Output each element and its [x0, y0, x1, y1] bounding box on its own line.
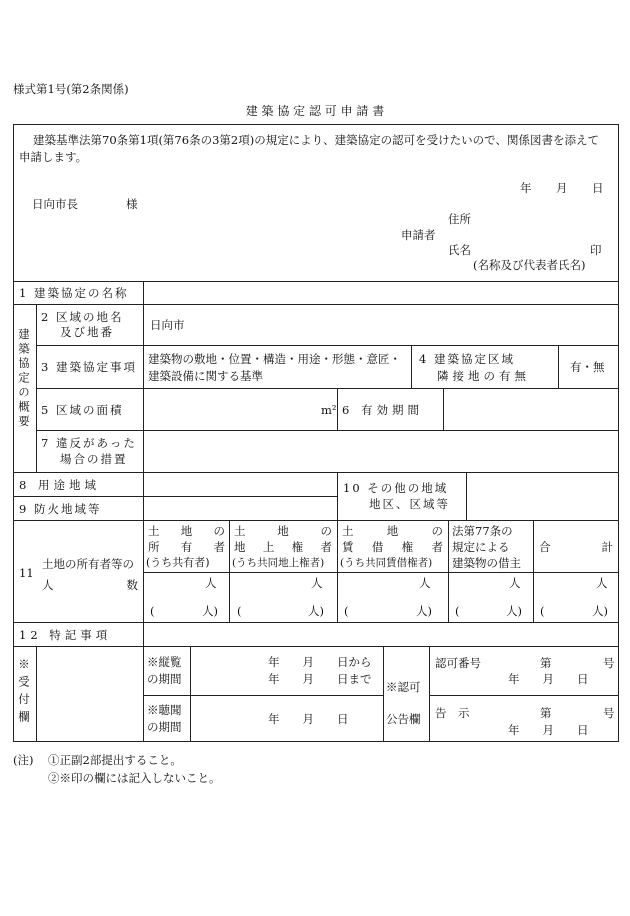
- hearing-date: 年 月 日: [268, 712, 349, 726]
- intro-text-line1: 建築基準法第70条第1項(第76条の3第2項)の規定により、建築協定の認可を受けたいので、関係図書を添えて: [33, 133, 599, 147]
- adjacent-land-label-1: 4 建築協定区域: [419, 352, 515, 366]
- applicant-label: 申請者: [401, 228, 436, 242]
- owner-col-3-paren-close: 人): [416, 604, 432, 618]
- owner-col-5-paren-open: (: [540, 604, 545, 618]
- page-title: 建 築 協 定 認 可 申 請 書: [245, 104, 385, 118]
- owner-col-1-line2: 所有者: [148, 540, 225, 554]
- owner-col-3-line2: 賃借権者: [342, 540, 443, 554]
- violation-measures-label-1: 7 違反があった: [41, 436, 137, 450]
- viewing-until: 年 月 日まで: [268, 672, 372, 686]
- notes-label: (注): [13, 753, 34, 767]
- notice-label: 告 示: [435, 706, 470, 720]
- address-label: 住所: [448, 212, 471, 226]
- viewing-period-label-1: ※縦覧: [147, 655, 182, 669]
- overview-label: 建築協定の概要: [17, 328, 31, 430]
- reception-label: ※受付欄: [17, 658, 31, 728]
- fire-zone-label: 9 防火地域等: [19, 502, 102, 516]
- owner-col-4-paren-open: (: [455, 604, 460, 618]
- hearing-period-label-2: の期間: [147, 720, 182, 734]
- notice-go: 号: [603, 706, 615, 720]
- agreement-items-label: 3 建築協定事項: [41, 360, 137, 374]
- approval-go: 号: [603, 656, 615, 670]
- area-location-value: 日向市: [150, 318, 185, 332]
- owner-col-4-line1: 法第77条の: [452, 524, 513, 538]
- owner-col-4-line3: 建築物の借主: [452, 556, 521, 570]
- agreement-name-label: 1 建築協定の名称: [19, 286, 129, 300]
- mayor-sama: 様: [126, 197, 138, 211]
- agreement-items-value-2: 建築設備に関する基準: [148, 369, 263, 383]
- date-year: 年: [520, 181, 532, 195]
- owner-col-1-person: 人: [205, 576, 217, 590]
- name-note: (名称及び代表者氏名): [473, 258, 586, 272]
- owner-col-2-line1: 土地の: [234, 524, 332, 538]
- owner-col-4-line2: 規定による: [452, 540, 510, 554]
- notice-dai: 第: [540, 706, 552, 720]
- name-label: 氏名: [448, 243, 471, 257]
- use-zone-label: 8 用途地域: [19, 478, 100, 492]
- owner-col-5-person: 人: [596, 576, 608, 590]
- owner-col-4-paren-close: 人): [506, 604, 522, 618]
- owner-col-total: 合 計: [539, 540, 613, 554]
- approval-label-1: ※認可: [386, 680, 421, 694]
- date-day: 日: [592, 181, 604, 195]
- adjacent-land-label-2: 隣接地の有無: [437, 369, 530, 383]
- owner-col-3-line3: (うち共同賃借権者): [340, 557, 433, 569]
- viewing-from: 年 月 日から: [268, 655, 372, 669]
- viewing-period-label-2: の期間: [147, 672, 182, 686]
- owners-row-number: 11: [19, 566, 34, 580]
- owner-col-1-paren-close: 人): [202, 604, 218, 618]
- other-zone-label-1: 10 その他の地域: [343, 481, 449, 495]
- owner-col-1-paren-open: (: [150, 604, 155, 618]
- owner-col-2-line2: 地上権者: [234, 540, 332, 554]
- special-notes-label: 12 特記事項: [19, 628, 112, 642]
- owners-label-1: 土地の所有者等の: [42, 557, 134, 571]
- intro-text-line2: 申請します。: [19, 150, 88, 164]
- date-month: 月: [556, 181, 568, 195]
- form-number: 様式第1号(第2条関係): [13, 82, 129, 96]
- note-2: ②※印の欄には記入しないこと。: [48, 771, 221, 785]
- area-size-unit: m²: [321, 403, 337, 417]
- owner-col-3-line1: 土地の: [342, 524, 443, 538]
- approval-number-label: 認可番号: [435, 656, 481, 670]
- note-1: ①正副2部提出すること。: [48, 753, 182, 767]
- other-zone-label-2: 地区、区域等: [369, 497, 450, 511]
- violation-measures-label-2: 場合の措置: [60, 452, 128, 466]
- owner-col-1-line1: 土地の: [148, 524, 225, 538]
- owner-col-1-line3: (うち共有者): [146, 556, 210, 569]
- notice-date: 年 月 日: [508, 723, 589, 737]
- owner-col-5-paren-close: 人): [592, 604, 608, 618]
- owner-col-3-paren-open: (: [344, 604, 349, 618]
- area-location-label-1: 2 区域の地名: [41, 310, 124, 324]
- mayor-label: 日向市長: [32, 197, 78, 211]
- owner-col-2-paren-close: 人): [308, 604, 324, 618]
- area-size-label: 5 区域の面積: [41, 403, 124, 417]
- owner-col-3-person: 人: [419, 576, 431, 590]
- validity-period-label: 6 有効期間: [342, 403, 423, 417]
- approval-label-2: 公告欄: [386, 712, 421, 726]
- approval-dai: 第: [540, 656, 552, 670]
- approval-date: 年 月 日: [508, 672, 589, 686]
- owner-col-2-person: 人: [311, 576, 323, 590]
- owner-col-2-line3: (うち共同地上権者): [232, 557, 325, 569]
- agreement-items-value-1: 建築物の敷地・位置・構造・用途・形態・意匠・: [148, 352, 401, 366]
- owners-label-2: 人数: [42, 578, 138, 592]
- owner-col-4-person: 人: [509, 576, 521, 590]
- seal-mark: 印: [590, 243, 602, 257]
- area-location-label-2: 及び地番: [60, 325, 114, 339]
- owner-col-2-paren-open: (: [237, 604, 242, 618]
- hearing-period-label-1: ※聴聞: [147, 703, 182, 717]
- adjacent-land-value: 有・無: [570, 360, 605, 374]
